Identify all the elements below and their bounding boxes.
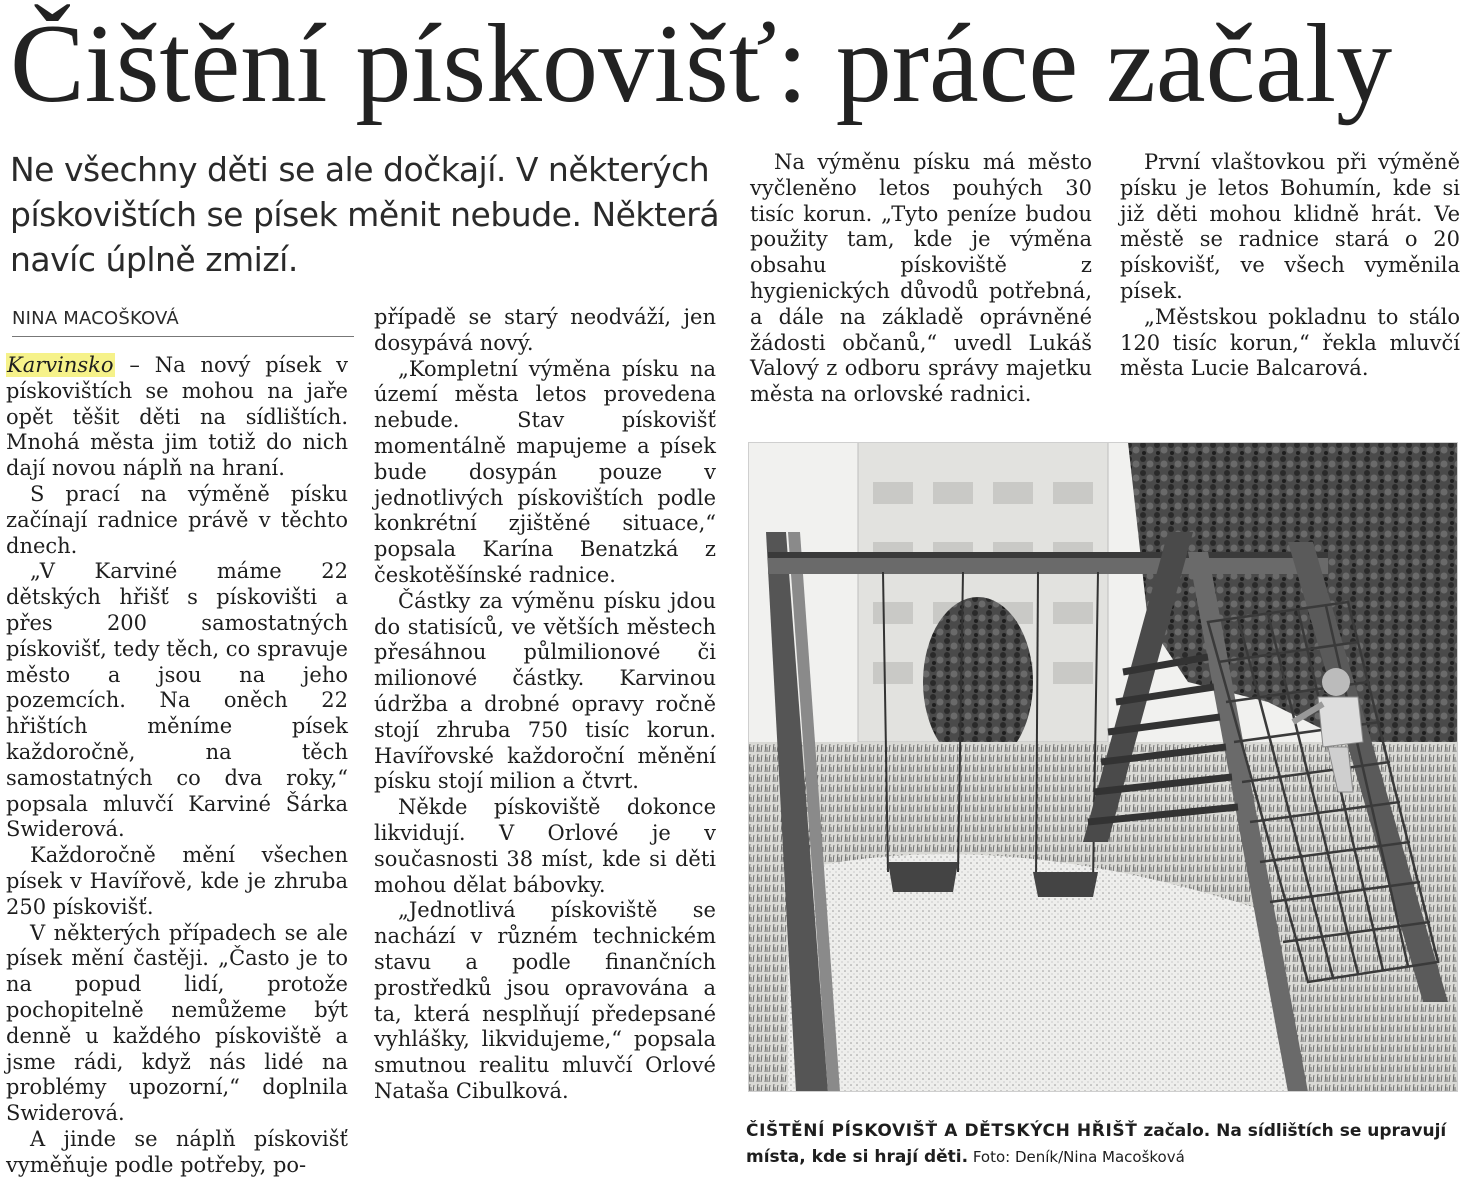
photo-illustration xyxy=(748,442,1458,1092)
location-tag: Karvinsko xyxy=(7,353,114,377)
lead-line: Ne všechny děti se ale dočkají. V některých xyxy=(10,150,710,189)
article-paragraph: „Kompletní výměna písku na území města letos provedena nebude. Stav pískovišť momentálně mapujeme a písek bude dosypán pouze v jednotlivých pískovištích podle konkrétní zjištěné situace,“ popsala Karína Benatzká z českotěšínské radnice. xyxy=(374,356,716,587)
article-paragraph: „Jednotlivá pískoviště se nachází v různém technickém stavu a podle finančních prostředků jsou opravována a ta, která nesplňují předepsané vyhlášky, likvidujeme,“ popsala smutnou realitu mluvčí Orlové Nataša Cibulková. xyxy=(374,898,716,1103)
caption-text: začalo. Na sídlištích se upravují místa, kde si hrají děti. xyxy=(746,1121,1447,1167)
article-paragraph: případě se starý neodváží, jen dosypává nový. xyxy=(374,305,716,355)
photo-caption xyxy=(746,1118,1460,1170)
article-column-3 xyxy=(750,150,1092,408)
lead-line: pískovištích se písek měnit nebude. Některá xyxy=(10,195,720,234)
article-column-4 xyxy=(1120,150,1460,382)
article-paragraph: Na výměnu písku má město vyčleněno letos pouhých 30 tisíc korun. „Tyto peníze budou použity tam, kde je výměna obsahu pískoviště z hygienických důvodů potřebná, a dále na základě oprávněné žádosti občanů,“ uvedl Lukáš Valový z odboru správy majetku města na orlovské radnici. xyxy=(750,150,1092,407)
article-paragraph: Každoročně mění všechen písek v Havířově, kde je zhruba 250 pískovišť. xyxy=(6,843,348,919)
photo-credit: Foto: Deník/Nina Macošková xyxy=(968,1148,1185,1166)
headline: Čištění pískovišť: práce začaly xyxy=(10,2,1393,126)
article-column-1 xyxy=(6,353,348,1179)
paragraph-text: – Na nový písek v pískovištích se mohou na jaře opět těšit děti na sídlištích. Mnohá města jim totiž do nich dají novou náplň na hraní. xyxy=(6,353,348,481)
article-paragraph: V některých případech se ale písek mění častěji. „Často je to na popud lidí, protože pochopitelně nemůžeme být denně u každého pískoviště a jsme rádi, když nás lidé na problémy upozorní,“ doplnila Swiderová. xyxy=(6,920,348,1126)
byline: NINA MACOŠKOVÁ xyxy=(12,307,354,337)
playground-photo xyxy=(748,442,1458,1092)
article-paragraph: První vlaštovkou při výměně písku je letos Bohumín, kde si již děti mohou klidně hrát. Ve městě se radnice stará o 20 pískovišť, ve všech vyměnila písek. xyxy=(1120,150,1460,303)
article-paragraph: Částky za výměnu písku jdou do statisíců, ve větších městech přesáhnou půlmilionové či milionové částky. Karvinou údržba a drobné opravy ročně stojí zhruba 750 tisíc korun. Havířovské každoroční měnění písku stojí milion a čtvrt. xyxy=(374,588,716,794)
lead-line: navíc úplně zmizí. xyxy=(10,240,298,279)
caption-heading: ČIŠTĚNÍ PÍSKOVIŠŤ A DĚTSKÝCH HŘIŠŤ xyxy=(746,1121,1138,1141)
article-paragraph: „V Karviné máme 22 dětských hřišť s pískovišti a přes 200 samostatných pískovišť, tedy těch, co spravuje město a jsou na jeho pozemcích. Na oněch 22 hřištích měníme písek každoročně, na těch samostatných co dva roky,“ popsala mluvčí Karviné Šárka Swiderová. xyxy=(6,559,348,842)
article-paragraph: A jinde se náplň pískovišť vyměňuje podle potřeby, po- xyxy=(6,1126,348,1177)
article-paragraph xyxy=(6,353,348,482)
lead-paragraph xyxy=(10,147,730,282)
article-column-2 xyxy=(374,305,716,1105)
article-paragraph: Někde pískoviště dokonce likvidují. V Orlové je v současnosti 38 míst, kde si děti mohou dělat bábovky. xyxy=(374,795,716,897)
article-paragraph: S prací na výměně písku začínají radnice právě v těchto dnech. xyxy=(6,481,348,558)
article-paragraph: „Městskou pokladnu to stálo 120 tisíc korun,“ řekla mluvčí města Lucie Balcarová. xyxy=(1120,304,1460,381)
